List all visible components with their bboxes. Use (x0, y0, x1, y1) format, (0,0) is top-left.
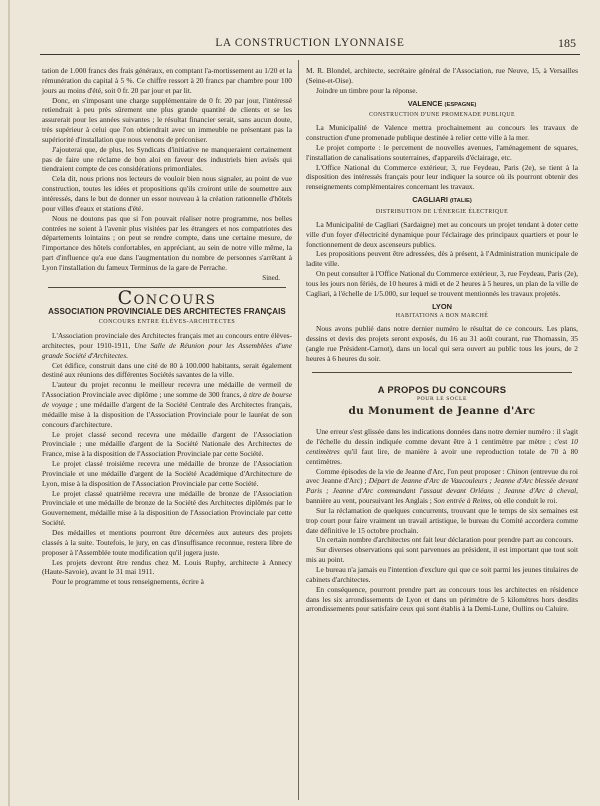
page-header (40, 36, 580, 55)
paragraph (306, 427, 578, 466)
paragraph: M. R. Blondel, architecte, secrétaire général de l'Association, rue Neuve, 15, à Versailles (Seine-et-Oise). (306, 66, 578, 85)
text-run: où elle conduit le roi. (492, 496, 558, 506)
paragraph: Sur la réclamation de quelques concurrents, trouvant que le temps de six semaines est trop court pour faire vraiment un travail artistique, le bureau du Comité accordera comme date définitive le 15 octobre prochain. (306, 505, 578, 535)
text-run: bannière au vent, poursuivant les Anglais ; (306, 496, 434, 506)
assoc-heading: ASSOCIATION PROVINCIALE DES ARCHITECTES FRANÇAIS (48, 307, 286, 317)
text-run: Une erreur s'est glissée dans les indications données dans notre dernier numéro : il s'agit de l'échelle du dessin indiquée comme devant être à 1 centimètre par mètre ; c'est (306, 427, 578, 446)
paragraph: tation de 1.000 francs des frais généraux, en comptant l'a-mortissement au 1/20 et la rémunération du capital à 5 %. Ce chiffre ressort à 20 francs par chambre pour 100 jours au moins d'été, soit 0 fr. 20 par jour et par lit. (42, 66, 292, 95)
paragraph: Les projets devront être rendus chez M. Louis Ruphy, architecte à Annecy (Haute-Savoie), avant le 31 mai 1911. (42, 557, 292, 577)
paragraph: Joindre un timbre pour la réponse. (316, 85, 418, 95)
paragraph: Le projet classé quatrième recevra une médaille de bronze de l'Association Provinciale et une médaille de bronze de la Société des Architectes diplômés par le Gouvernement, médaille mise à la disposition de l'Association Provinciale par cette Société. (42, 488, 292, 528)
paragraph: Le projet comporte : le percement de nouvelles avenues, l'aménagement de squares, l'installation de canalisations souterraines, d'appareils d'éclairage, etc. (306, 142, 578, 162)
paragraph: L'Office National du Commerce extérieur, 3, rue Feydeau, Paris (2e), se tient à la disposition des intéressés français pour leur indiquer la source où ils pourront obtenir des renseignements complémentaires concernant les travaux. (306, 162, 578, 192)
city-heading-valence (306, 99, 578, 111)
page-edge-shadow (8, 0, 10, 806)
paragraph: Nous ne doutons pas que si l'on pouvait réaliser notre programme, nos belles contrées ne soient à l'avenir plus visitées par les étrangers et nos compatriotes des départements lointains ; on peut se rendre compte, dans une certaine mesure, de l'importance des hôtels confortables, en appréciant, au sein de notre ville même, la part d'influence qu'a eue dans l'augmentation du nombre de personnes s'arrêtant à Lyon l'installation du fameux Terminus de la gare de Perrache. (42, 213, 292, 272)
paragraph: Les propositions peuvent être adressées, dès à présent, à l'Administration municipale de ladite ville. (306, 249, 578, 269)
section-heading-concours: Concours (117, 286, 217, 309)
subject-caption: HABITATIONS A BON MARCHÉ (395, 313, 489, 320)
city-heading-lyon: LYON (432, 301, 452, 311)
author-signature: Sined. (262, 273, 280, 282)
subject-caption: DISTRIBUTION DE L'ÉNERGIE ÉLECTRIQUE (375, 208, 509, 215)
paragraph: La Municipalité de Cagliari (Sardaigne) met au concours un projet tendant à doter cette ville d'un foyer d'électricité dynamique pour l'éclairage des principaux quartiers et pour le fonctionnement de deux ascenseurs publics. (306, 219, 578, 249)
section-heading-apropos: A PROPOS DU CONCOURS (377, 383, 507, 395)
section-heading-monument: du Monument de Jeanne d'Arc (348, 405, 536, 418)
city-name: VALENCE (407, 98, 443, 108)
column-divider (298, 60, 299, 800)
paragraph: Des médailles et mentions pourront être décernées aux auteurs des projets classés à la suite. Toutefois, le jury, en cas d'insuffisance reconnue, restera libre de proposer à l'Assemblée toute modification qu'il jugera juste. (42, 527, 292, 557)
country-name: (ESPAGNE) (444, 101, 477, 108)
country-name: (ITALIE) (450, 198, 472, 205)
text-run: ; une médaille d'argent de la Société Centrale des Architectes français, médaille mise à la disposition de l'Association Provinciale pour le lauréat de son concours d'architecture. (42, 400, 292, 429)
text-run-italic: Son entrée à Reims, (433, 496, 493, 506)
text-run: L'Association provinciale des Architectes français met au concours entre élèves-architectes, pour 1910-1911, (42, 331, 292, 350)
text-run-italic: Départ de Jeanne d'Arc de Vaucouleurs ; Jeanne d'Arc blessée devant Paris ; Jeanne d'Arc commandant l'assaut devant Orléans ; Jeanne d'Arc à cheval, (306, 476, 579, 496)
paragraph: Un certain nombre d'architectes ont fait leur déclaration pour prendre part au concours. (316, 535, 574, 545)
paragraph (306, 467, 578, 506)
text-run-italic: 10 centimètres (306, 437, 578, 456)
subject-caption: CONSTRUCTION D'UNE PROMENADE PUBLIQUE (369, 112, 515, 119)
paragraph: On peut consulter à l'Office National du Commerce extérieur, 3, rue Feydeau, Paris (2e), tous les jours non fériés, de 10 heures à midi et de 2 heures à 5 heures, un plan de la ville de Cagliari, à l'échelle de 1/5.000, sur lequel se trouvent mentionnés les travaux projetés. (306, 269, 578, 298)
text-run: L'auteur du projet reconnu le meilleur recevra une médaille de vermeil de l'Association Provinciale avec diplôme ; une somme de 300 francs, (42, 380, 292, 400)
paragraph: Le bureau n'a jamais eu l'intention d'exclure qui que ce soit parmi les jeunes titulaires de cabinets d'architectes. (306, 564, 578, 584)
section-rule (312, 372, 572, 373)
page-number: 185 (558, 36, 576, 50)
paragraph: Nous avons publié dans notre dernier numéro le résultat de ce concours. Les plans, dessins et devis des projets seront exposés, du 16 au 31 août courant, rue Thomassin, 35 (angle rue Président-Carnot), dans un local qui sera ouvert au public tous les jours, de 2 heures à 6 heures du soir. (306, 324, 578, 363)
paragraph: Donc, en s'imposant une charge supplémentaire de 0 fr. 20 par jour, l'intéressé retiendrait à peu près sûrement une plus grande quantité de clients et se les assurerait pour les années suivantes ; le résultat financier serait, sans aucun doute, très supérieur à celui que l'on obtiendrait avec un immeuble ne présentant pas la supériorité d'installation que nous venons de préconiser. (42, 95, 292, 144)
paragraph: Cet édifice, construit dans une cité de 80 à 100.000 habitants, serait également destiné aux réunions des différentes Sociétés savantes de la ville. (42, 360, 292, 380)
paragraph: Sur diverses observations qui sont parvenues au président, il est important que tout soit mis au point. (306, 545, 578, 565)
text-run: qu'il faut lire, de manière à avoir une reproduction totale de 70 à 80 centimètres. (306, 446, 578, 466)
city-name: CAGLIARI (412, 195, 448, 205)
section-subheading: POUR LE SOCLE (416, 396, 468, 403)
text-run: Comme épisodes de la vie de Jeanne d'Arc, l'on peut proposer : (316, 466, 507, 476)
assoc-subheading: CONCOURS ENTRE ÉLÈVES-ARCHITECTES (98, 319, 236, 326)
right-column (306, 66, 578, 614)
paragraph: Pour le programme et tous renseignements, écrire à (52, 577, 204, 587)
paragraph: J'ajouterai que, de plus, les Syndicats d'initiative ne manqueraient certainement pas de faire une réclame de bon aloi en faveur des industriels bien avisés qui tiendraient compte de ces considérations primordiales. (42, 144, 292, 174)
left-column (42, 66, 292, 587)
paragraph: La Municipalité de Valence mettra prochainement au concours les travaux de construction d'une promenade publique destinée à relier cette ville à la mer. (306, 123, 578, 143)
city-heading-cagliari (306, 195, 578, 207)
paragraph: Cela dit, nous prions nos lecteurs de vouloir bien nous signaler, au point de vue construction, toutes les idées et propositions qu'ils croiront utile de soumettre aux intéressés, dans le but de donner un essor nouveau à la création rationnelle d'hôtels pour villes d'eaux et stations d'été. (42, 174, 292, 213)
text-run-italic: Une Salle de Réunion pour les Assemblées d'une grande Société d'Architectes. (42, 340, 292, 360)
text-run-italic: Chinon (506, 466, 529, 476)
text-run: (entrevue du roi avec Jeanne d'Arc) ; (306, 466, 578, 486)
paragraph (42, 331, 292, 361)
paragraph: Le projet classé second recevra une médaille d'argent de l'Association Provinciale ; une médaille d'argent de la Société Nationale des Architectes de France, mise à la disposition de l'Association Provinciale par cette Société. (42, 429, 292, 459)
text-run-italic: à titre de bourse de voyage (42, 390, 292, 409)
paragraph: En conséquence, pourront prendre part au concours tous les architectes en résidence dans les six arrondissements de Lyon et dans un périmètre de 5 kilomètres hors desdits arrondissements pour satisfaire ceux qui sont établis à la Demi-Lune, Oullins ou Caluire. (306, 584, 578, 614)
paragraph: Le projet classé troisième recevra une médaille de bronze de l'Association Provinciale et une médaille d'argent de la Société Académique d'Architecture de Lyon, mise à la disposition de l'Association Provinciale par cette Société. (42, 459, 292, 488)
journal-title: LA CONSTRUCTION LYONNAISE (215, 37, 405, 49)
paragraph (42, 380, 292, 429)
